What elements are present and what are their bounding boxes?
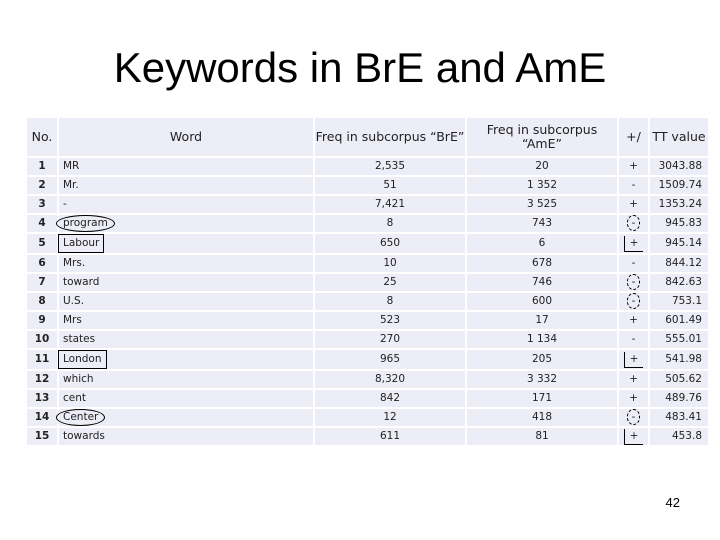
freq-ame-cell: 743	[467, 215, 617, 232]
table-row	[27, 274, 708, 291]
word-cell	[59, 312, 313, 329]
freq-bre-cell: 7,421	[315, 196, 465, 213]
freq-bre-cell: 8	[315, 293, 465, 310]
word-cell	[59, 293, 313, 310]
table-row	[27, 255, 708, 272]
sign-cell-text: -	[627, 215, 641, 231]
freq-ame-cell: 600	[467, 293, 617, 310]
sign-cell	[619, 331, 648, 348]
sign-cell-text: +	[629, 373, 638, 385]
freq-bre-cell: 523	[315, 312, 465, 329]
word-cell-text: MR	[63, 160, 80, 172]
freq-bre-cell: 611	[315, 428, 465, 445]
freq-ame-cell: 1 134	[467, 331, 617, 348]
row-number-cell: 8	[27, 293, 57, 310]
sign-cell	[619, 371, 648, 388]
tt-value-cell: 453.8	[650, 428, 708, 445]
freq-ame-cell: 3 525	[467, 196, 617, 213]
tt-value-cell: 945.83	[650, 215, 708, 232]
row-number-cell: 15	[27, 428, 57, 445]
row-number-cell: 1	[27, 158, 57, 175]
word-cell	[59, 390, 313, 407]
sign-cell	[619, 428, 648, 445]
word-cell	[59, 350, 313, 369]
freq-bre-cell: 12	[315, 409, 465, 426]
tt-value-cell: 753.1	[650, 293, 708, 310]
table-row	[27, 293, 708, 310]
freq-bre-cell: 2,535	[315, 158, 465, 175]
sign-cell-text: -	[627, 293, 641, 309]
row-number-cell: 2	[27, 177, 57, 194]
sign-cell-text: +	[629, 392, 638, 404]
sign-cell-text: -	[631, 257, 636, 269]
row-number-cell: 3	[27, 196, 57, 213]
word-cell	[59, 331, 313, 348]
sign-cell-text: +	[624, 429, 644, 445]
sign-cell	[619, 234, 648, 253]
table-row	[27, 428, 708, 445]
sign-cell	[619, 196, 648, 213]
row-number-cell: 14	[27, 409, 57, 426]
freq-ame-cell: 746	[467, 274, 617, 291]
tt-value-cell: 3043.88	[650, 158, 708, 175]
sign-cell	[619, 158, 648, 175]
sign-cell	[619, 274, 648, 291]
freq-ame-cell: 205	[467, 350, 617, 369]
freq-bre-cell: 51	[315, 177, 465, 194]
word-cell	[59, 158, 313, 175]
table-row	[27, 215, 708, 232]
sign-cell	[619, 215, 648, 232]
word-cell-text: -	[63, 198, 67, 210]
sign-cell-text: +	[624, 352, 644, 368]
table-row	[27, 158, 708, 175]
row-number-cell: 9	[27, 312, 57, 329]
freq-bre-cell: 25	[315, 274, 465, 291]
tt-value-cell: 1353.24	[650, 196, 708, 213]
sign-cell-text: -	[627, 274, 641, 290]
freq-ame-cell: 20	[467, 158, 617, 175]
tt-value-cell: 842.63	[650, 274, 708, 291]
word-cell-text: U.S.	[63, 295, 85, 307]
header-word: Word	[59, 118, 313, 156]
sign-cell-text: +	[624, 236, 644, 252]
freq-ame-cell: 3 332	[467, 371, 617, 388]
tt-value-cell: 483.41	[650, 409, 708, 426]
row-number-cell: 5	[27, 234, 57, 253]
word-cell-text: Mr.	[63, 179, 79, 191]
freq-ame-cell: 17	[467, 312, 617, 329]
word-cell-text: cent	[63, 392, 87, 404]
keywords-table	[25, 116, 710, 447]
freq-bre-cell: 10	[315, 255, 465, 272]
freq-bre-cell: 842	[315, 390, 465, 407]
tt-value-cell: 1509.74	[650, 177, 708, 194]
sign-cell-text: -	[631, 333, 636, 345]
sign-cell	[619, 255, 648, 272]
word-cell	[59, 255, 313, 272]
tt-value-cell: 541.98	[650, 350, 708, 369]
freq-bre-cell: 8	[315, 215, 465, 232]
table-row	[27, 312, 708, 329]
table-header-row	[27, 118, 708, 156]
word-cell	[59, 409, 313, 426]
word-cell-text: Labour	[58, 234, 104, 253]
tt-value-cell: 505.62	[650, 371, 708, 388]
tt-value-cell: 489.76	[650, 390, 708, 407]
table-row	[27, 409, 708, 426]
freq-ame-cell: 6	[467, 234, 617, 253]
freq-ame-cell: 418	[467, 409, 617, 426]
header-tt-value: TT value	[650, 118, 708, 156]
sign-cell-text: +	[629, 198, 638, 210]
header-no: No.	[27, 118, 57, 156]
row-number-cell: 10	[27, 331, 57, 348]
freq-ame-cell: 678	[467, 255, 617, 272]
freq-ame-cell: 1 352	[467, 177, 617, 194]
table-row	[27, 390, 708, 407]
sign-cell	[619, 350, 648, 369]
sign-cell-text: -	[627, 409, 641, 425]
row-number-cell: 4	[27, 215, 57, 232]
word-cell-text: Mrs	[63, 314, 82, 326]
word-cell-text: London	[58, 350, 107, 369]
table-body	[27, 158, 708, 445]
word-cell-text: program	[56, 215, 115, 232]
header-freq-bre: Freq in subcorpus “BrE”	[315, 118, 465, 156]
table-row	[27, 350, 708, 369]
header-freq-ame: Freq in subcorpus “AmE”	[467, 118, 617, 156]
freq-ame-cell: 171	[467, 390, 617, 407]
sign-cell-text: +	[629, 160, 638, 172]
row-number-cell: 13	[27, 390, 57, 407]
word-cell	[59, 234, 313, 253]
tt-value-cell: 555.01	[650, 331, 708, 348]
word-cell	[59, 215, 313, 232]
table-row	[27, 196, 708, 213]
tt-value-cell: 601.49	[650, 312, 708, 329]
table-row	[27, 371, 708, 388]
word-cell	[59, 196, 313, 213]
freq-bre-cell: 965	[315, 350, 465, 369]
sign-cell	[619, 390, 648, 407]
freq-bre-cell: 8,320	[315, 371, 465, 388]
word-cell	[59, 371, 313, 388]
freq-ame-cell: 81	[467, 428, 617, 445]
row-number-cell: 7	[27, 274, 57, 291]
word-cell-text: toward	[63, 276, 100, 288]
row-number-cell: 6	[27, 255, 57, 272]
row-number-cell: 12	[27, 371, 57, 388]
header-sign: +/	[619, 118, 648, 156]
sign-cell	[619, 177, 648, 194]
word-cell-text: Center	[56, 409, 105, 426]
table-row	[27, 331, 708, 348]
tt-value-cell: 844.12	[650, 255, 708, 272]
tt-value-cell: 945.14	[650, 234, 708, 253]
word-cell	[59, 274, 313, 291]
table-row	[27, 177, 708, 194]
page-number: 42	[665, 495, 680, 510]
sign-cell-text: -	[631, 179, 636, 191]
word-cell	[59, 428, 313, 445]
word-cell-text: towards	[63, 430, 105, 442]
word-cell-text: states	[63, 333, 96, 345]
row-number-cell: 11	[27, 350, 57, 369]
freq-bre-cell: 650	[315, 234, 465, 253]
sign-cell	[619, 409, 648, 426]
slide-title: Keywords in BrE and AmE	[113, 44, 607, 91]
sign-cell	[619, 312, 648, 329]
word-cell	[59, 177, 313, 194]
sign-cell	[619, 293, 648, 310]
word-cell-text: Mrs.	[63, 257, 86, 269]
word-cell-text: which	[63, 373, 94, 385]
sign-cell-text: +	[629, 314, 638, 326]
freq-bre-cell: 270	[315, 331, 465, 348]
table-row	[27, 234, 708, 253]
